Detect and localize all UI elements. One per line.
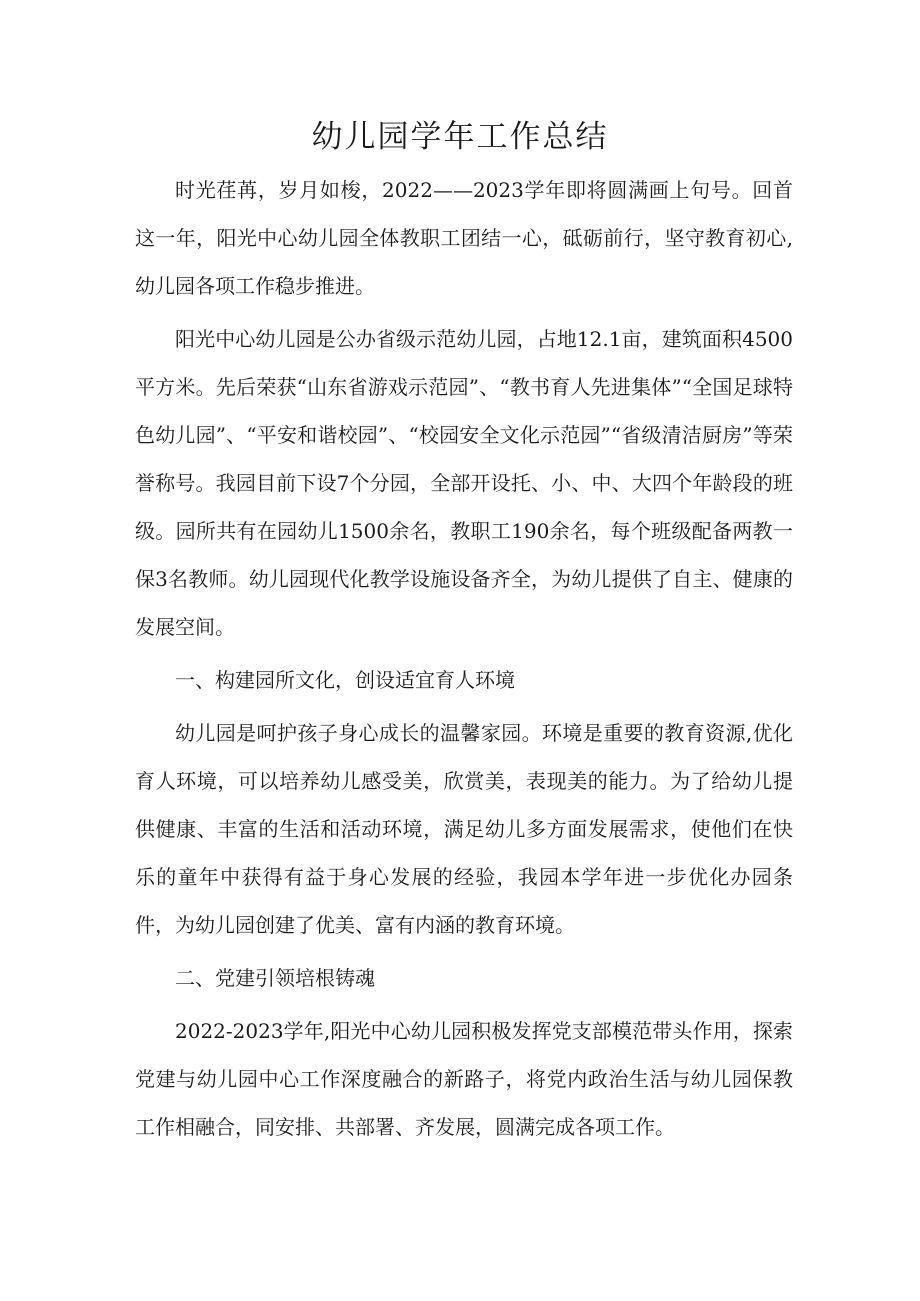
- section-heading-1: 一、构建园所文化，创设适宜育人环境: [175, 668, 515, 692]
- document-title: 幼儿园学年工作总结: [311, 119, 609, 155]
- paragraph-intro: 时光荏苒，岁月如梭，2022——2023学年即将圆满画上句号。回首这一年，阳光中心幼儿园全体教职工团结一心，砥砺前行，坚守教育初心,幼儿园各项工作稳步推进。: [135, 178, 793, 298]
- paragraph-party-building: 2022-2023学年,阳光中心幼儿园积极发挥党支部模范带头作用，探索党建与幼儿园中心工作深度融合的新路子，将党内政治生活与幼儿园保教工作相融合，同安排、共部署、齐发展，圆满完成各项工作。: [135, 1019, 793, 1139]
- section-heading-2: 二、党建引领培根铸魂: [175, 966, 375, 990]
- paragraph-environment: 幼儿园是呵护孩子身心成长的温馨家园。环境是重要的教育资源,优化育人环境，可以培养幼儿感受美，欣赏美，表现美的能力。为了给幼儿提供健康、丰富的生活和活动环境，满足幼儿多方面发展需求，使他们在快乐的童年中获得有益于身心发展的经验，我园本学年进一步优化办园条件，为幼儿园创建了优美、富有内涵的教育环境。: [135, 721, 793, 937]
- paragraph-kindergarten-overview: 阳光中心幼儿园是公办省级示范幼儿园，占地12.1亩，建筑面积4500平方米。先后荣获“山东省游戏示范园”、“教书育人先进集体”“全国足球特色幼儿园”、“平安和谐校园”、“校园安全文化示范园”“省级清洁厨房”等荣誉称号。我园目前下设7个分园，全部开设托、小、中、大四个年龄段的班级。园所共有在园幼儿1500余名，教职工190余名，每个班级配备两教一保3名教师。幼儿园现代化教学设施设备齐全，为幼儿提供了自主、健康的发展空间。: [135, 327, 793, 639]
- document-body: [135, 166, 793, 1151]
